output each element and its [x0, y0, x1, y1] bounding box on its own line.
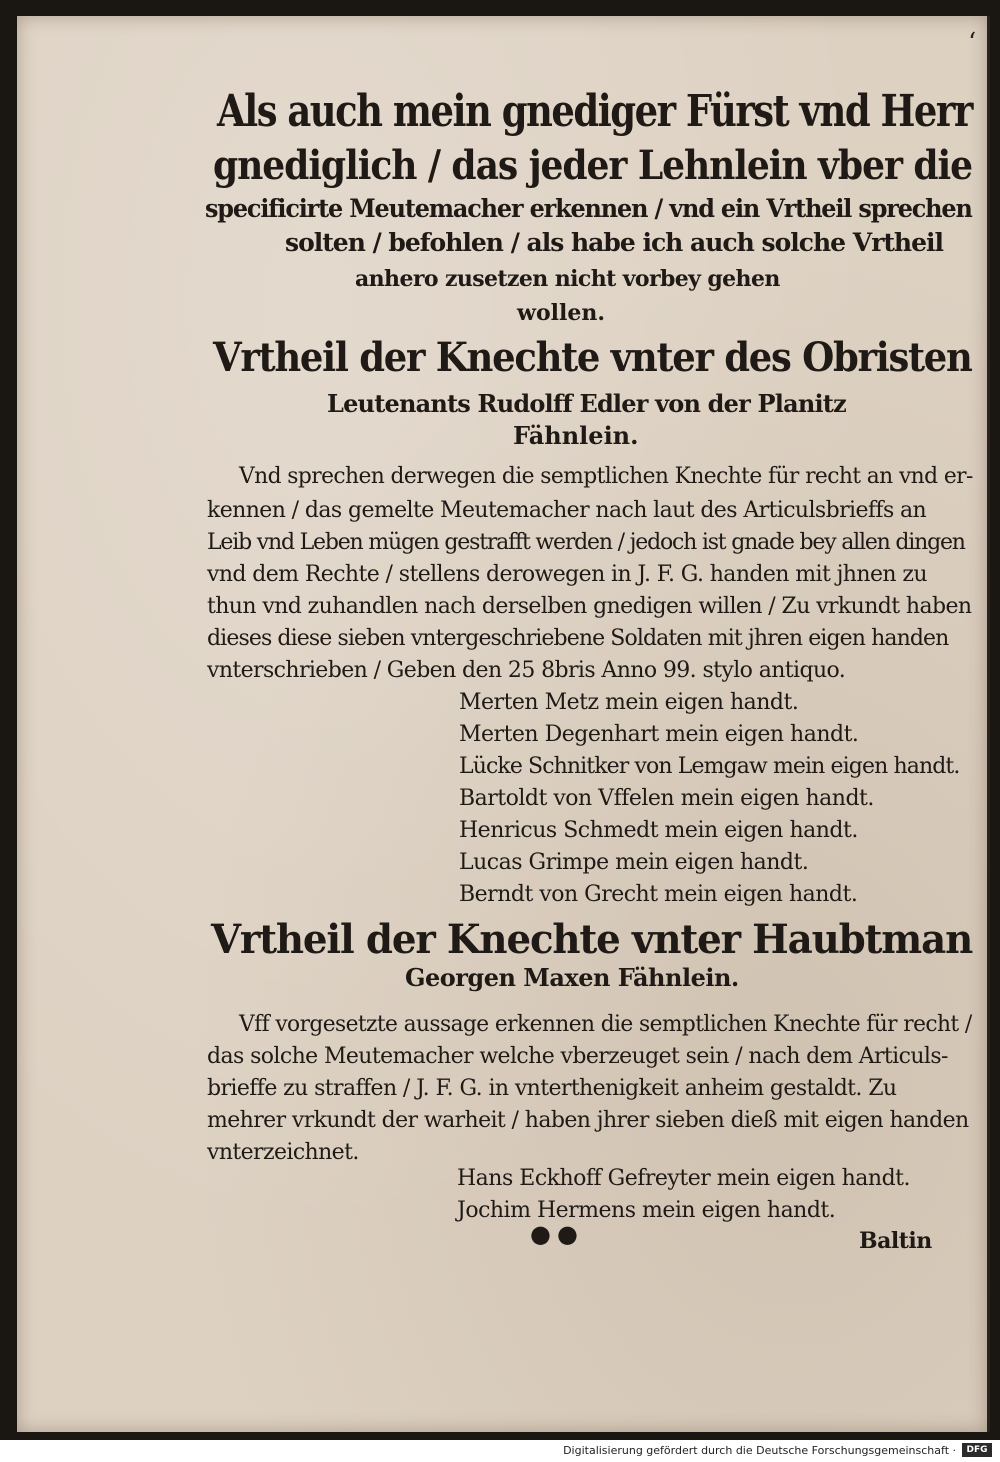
section-2-body-line-3: brieffe zu straffen / J. F. G. in vnterthenigkeit anheim gestaldt. Zu	[207, 1076, 897, 1101]
footer	[0, 1440, 1000, 1462]
signature: Henricus Schmedt mein eigen handt.	[459, 818, 858, 843]
signature: Merten Metz mein eigen handt.	[459, 690, 799, 715]
section-2-heading-line-2: Georgen Maxen Fähnlein.	[405, 963, 739, 992]
section-1-body-line-2: kennen / das gemelte Meutemacher nach laut des Articulsbrieffs an	[207, 498, 927, 523]
footer-credit: Digitalisierung gefördert durch die Deutsche Forschungsgemeinschaft ·	[563, 1444, 956, 1457]
section-2-body-line-2: das solche Meutemacher welche vberzeuget sein / nach dem Articuls-	[207, 1044, 948, 1069]
signature: Bartoldt von Vffelen mein eigen handt.	[459, 786, 874, 811]
section-2-body-line-4: mehrer vrkundt der warheit / haben jhrer sieben dieß mit eigen handen	[207, 1108, 969, 1133]
signature: Berndt von Grecht mein eigen handt.	[459, 882, 858, 907]
section-2-body-line-5: vnterzeichnet.	[207, 1140, 359, 1165]
signature: Jochim Hermens mein eigen handt.	[457, 1198, 836, 1223]
intro-heading-line-2: gnediglich / das jeder Lehnlein vber die	[213, 142, 973, 189]
section-2-body-line-1: Vff vorgesetzte aussage erkennen die semptlichen Knechte für recht /	[239, 1012, 972, 1037]
document-page	[17, 16, 990, 1432]
section-1-body-line-6: dieses diese sieben vntergeschriebene Soldaten mit jhren eigen handen	[207, 626, 949, 651]
corner-mark: ‘	[968, 28, 977, 58]
section-1-heading-line-3: Fähnlein.	[513, 421, 639, 450]
ornament-dots: ●●	[530, 1220, 584, 1248]
section-1-body-line-1: Vnd sprechen derwegen die semptlichen Knechte für recht an vnd er-	[239, 464, 973, 489]
intro-heading-line-4: solten / befohlen / als habe ich auch solche Vrtheil	[285, 228, 943, 257]
section-1-body-line-4: vnd dem Rechte / stellens derowegen in J. F. G. handen mit jhnen zu	[207, 562, 927, 587]
section-1-body-line-5: thun vnd zuhandlen nach derselben gnedigen willen / Zu vrkundt haben	[207, 594, 972, 619]
section-1-heading-line-1: Vrtheil der Knechte vnter des Obristen	[213, 334, 972, 381]
catchword: Baltin	[859, 1228, 932, 1254]
signature: Hans Eckhoff Gefreyter mein eigen handt.	[457, 1166, 910, 1191]
intro-heading-line-6: wollen.	[517, 300, 605, 326]
intro-heading-line-3: specificirte Meutemacher erkennen / vnd ein Vrtheil sprechen	[205, 194, 972, 223]
signature: Lucas Grimpe mein eigen handt.	[459, 850, 809, 875]
section-2-heading-line-1: Vrtheil der Knechte vnter Haubtman	[211, 916, 973, 963]
section-1-body-line-7: vnterschrieben / Geben den 25 8bris Anno 99. stylo antiquo.	[207, 658, 846, 683]
dfg-logo: DFG	[962, 1443, 992, 1457]
intro-heading-line-5: anhero zusetzen nicht vorbey gehen	[355, 266, 780, 292]
intro-heading-line-1: Als auch mein gnediger Fürst vnd Herr	[217, 86, 972, 137]
signature: Merten Degenhart mein eigen handt.	[459, 722, 859, 747]
section-1-heading-line-2: Leutenants Rudolff Edler von der Planitz	[327, 389, 846, 418]
signature: Lücke Schnitker von Lemgaw mein eigen handt.	[459, 754, 960, 779]
section-1-body-line-3: Leib vnd Leben mügen gestrafft werden / jedoch ist gnade bey allen dingen	[207, 530, 965, 555]
